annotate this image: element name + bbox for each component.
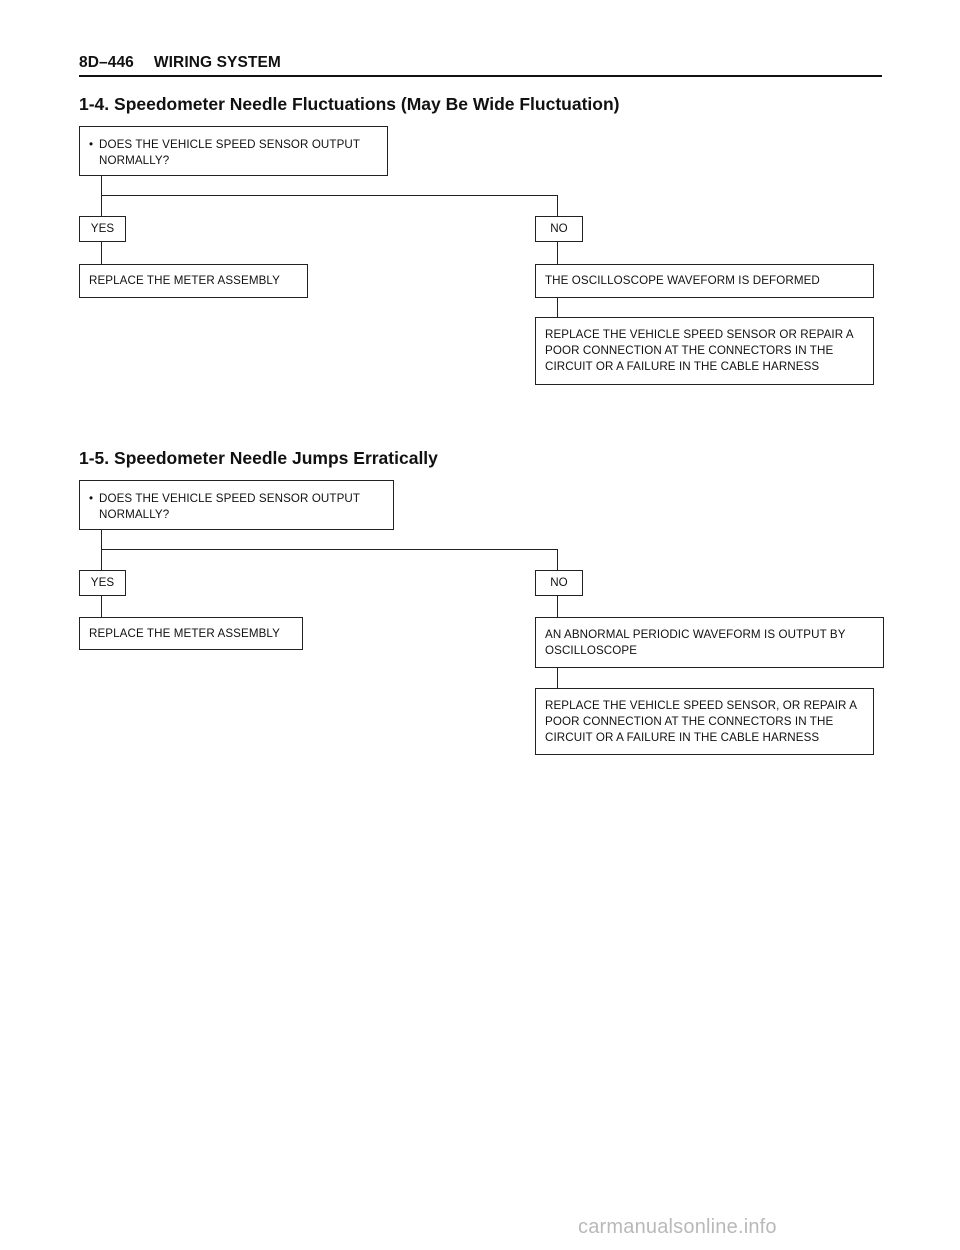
connector-line	[101, 549, 558, 550]
question-text-1-4: DOES THE VEHICLE SPEED SENSOR OUTPUT NORMALLY?	[99, 138, 360, 167]
connector-line	[557, 298, 558, 317]
connector-line	[101, 195, 558, 196]
yes-action-box-1-5	[79, 617, 303, 650]
no-action-box-1-4	[535, 317, 874, 385]
yes-action-text-1-4: REPLACE THE METER ASSEMBLY	[89, 274, 280, 287]
site-watermark: carmanualsonline.info	[578, 1216, 777, 1238]
bullet-icon: •	[89, 138, 94, 151]
connector-line	[101, 596, 102, 617]
yes-action-box-1-4	[79, 264, 308, 298]
connector-line	[557, 195, 558, 216]
connector-line	[557, 549, 558, 570]
connector-line	[101, 242, 102, 264]
connector-line	[557, 596, 558, 617]
yes-tag-1-5: YES	[79, 570, 126, 596]
no-condition-text-1-5: AN ABNORMAL PERIODIC WAVEFORM IS OUTPUT BY OSCILLOSCOPE	[545, 628, 846, 657]
page-number: 8D–446	[79, 54, 134, 71]
no-action-text-1-5: REPLACE THE VEHICLE SPEED SENSOR, OR REPAIR A POOR CONNECTION AT THE CONNECTORS IN THE CIRCUIT OR A FAILURE IN THE CABLE HARNESS	[545, 699, 857, 744]
question-text-1-5: DOES THE VEHICLE SPEED SENSOR OUTPUT NORMALLY?	[99, 492, 360, 521]
connector-line	[101, 176, 102, 216]
no-tag-1-4: NO	[535, 216, 583, 242]
section-name: WIRING SYSTEM	[153, 54, 281, 71]
no-condition-text-1-4: THE OSCILLOSCOPE WAVEFORM IS DEFORMED	[545, 274, 820, 287]
header-rule	[79, 75, 882, 77]
connector-line	[101, 530, 102, 570]
bullet-icon: •	[89, 492, 94, 505]
yes-tag-1-4: YES	[79, 216, 126, 242]
no-tag-1-5: NO	[535, 570, 583, 596]
section-title-1-5: 1-5. Speedometer Needle Jumps Erratically	[79, 448, 438, 468]
question-box-1-4	[79, 126, 388, 176]
connector-line	[557, 242, 558, 264]
yes-action-text-1-5: REPLACE THE METER ASSEMBLY	[89, 626, 280, 640]
section-title-1-4: 1-4. Speedometer Needle Fluctuations (May Be Wide Fluctuation)	[79, 94, 620, 114]
question-box-1-5	[79, 480, 394, 530]
no-action-text-1-4: REPLACE THE VEHICLE SPEED SENSOR OR REPAIR A POOR CONNECTION AT THE CONNECTORS IN THE CIRCUIT OR A FAILURE IN THE CABLE HARNESS	[545, 328, 854, 373]
no-condition-box-1-4	[535, 264, 874, 298]
page-header	[79, 54, 281, 72]
no-action-box-1-5	[535, 688, 874, 755]
connector-line	[557, 668, 558, 688]
no-condition-box-1-5	[535, 617, 884, 668]
